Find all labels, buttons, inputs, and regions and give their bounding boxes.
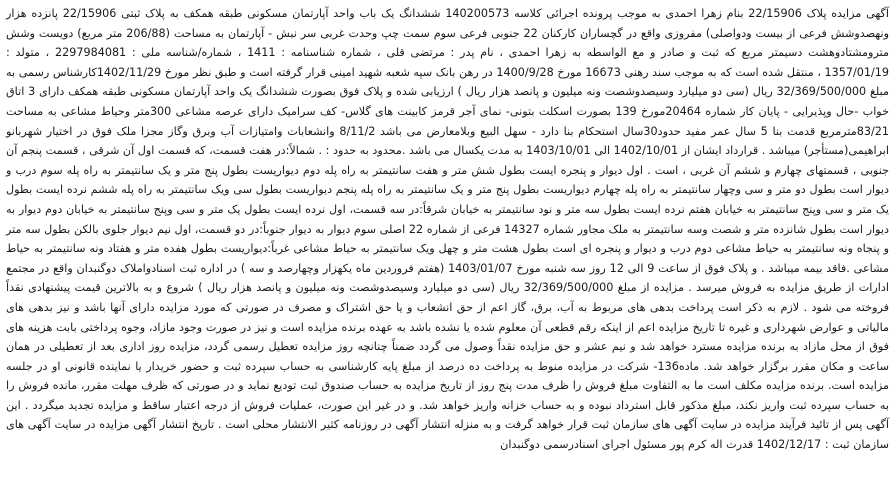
auction-notice-text — [6, 4, 889, 455]
notice-paragraph: آگهی مزایده پلاک 22/15906 بنام زهرا احمدی به موجب پرونده اجرائی کلاسه 140200573 ششدانگ یک باب واحد آپارتمان مسکونی طبقه همکف به پلاک ثبتی 22/15906 پانزده هزار ونهصدوشش فرعی از بیست ودواصلی) مفروزی واقع در گچساران کارکنان 22 جنوبی فرعی سوم سمت چپ وحدت غربی سر نبش - آپارتمان به مساحت (206/88 متر مربع) دویست وشش مترومشتادوهشت دسیمتر مربع که ثبت و صادر و مع الواسطه به زهرا احمدی ، نام پدر : مرتضی قلی ، شماره شناسنامه : 1411 ، شماره/شناسه ملی : 2297984081 ، متولد : 1357/01/19 ، منتقل شده است که به موجب سند رهنی 16673 مورخ 1400/9/28 در رهن بانک سپه شعبه شهید امینی قرار گرفته است و طبق نظر مورخ 1402/11/29کارشناس رسمی به مبلغ 32/369/500/000 ریال (سی دو میلیارد وسیصدوشصت ونه میلیون و پانصد هزار ریال ) ارزیابی شده و پلاک فوق بصورت ششدانگ یک واحد آپارتمان مسکونی طبقه همکف دارای 3 اتاق خواب -حال وپذیرایی - پایان کار شماره 20464مورخ 139 بصورت اسکلت بتونی- نمای آجر قرمز کابینت های گلاس- کف سرامیک دارای عرصه مشاعی 300متر وحیاط مشاعی به مساحت 83/21مترمربع قدمت بنا 5 سال عمر مفید حدود30سال استحکام بنا دارد - سهل البیع وبلامعارض می باشد 8/11/2 وانشعابات وامتیازات آب وبرق وگاز مجزا ملک فوق در اختیار شهربانو ابراهیمی(مستأجر) میباشد . قرارداد ایشان از 1402/10/01 الی 1403/10/01 به مدت یکسال می باشد .محدود به حدود : . شمالاً:در هفت قسمت، که قسمت اول آن شرقی ، قسمت پنجم آن جنوبی ، قسمتهای چهارم و ششم آن غربی ، است . اول دیوار و پنجره ایست بطول شش متر و هفت سانتیمتر به راه پله دوم دیواریست بطول پنج متر و یک سانتیمتر به راه پله سوم درب و دیوار است بطول دو متر و سی وچهار سانتیمتر به راه پله چهارم دیواریست بطول پنج متر و یک سانتیمتر به راه پله پنجم دیواریست بطول سی ویک سانتیمتر به راه پله ششم نرده ایست بطول یک متر و سی وپنج سانتیمتر به خیابان هفتم نرده ایست بطول سه متر و نود سانتیمتر به خیابان شرقاً:در سه قسمت، اول نرده ایست بطول یک متر و سی وپنج سانتیمتر به خیابان دوم دیوار به دیوار است بطول شانزده متر و شصت وسه سانتیمتر به ملک مجاور شماره 14327 فرعی از شماره 22 اصلی سوم دیوار به دیوار جنوباً:در دو قسمت، اول نیم دیوار جلوی بالکن بطول سه متر و پنجاه ونه سانتیمتر به حیاط مشاعی دوم درب و دیوار و پنجره ای است بطول هشت متر و چهل ویک سانتیمتر به حیاط مشاعی غرباً:دیواریست بطول هفده متر و هفتاد ونه سانتیمتر به حیاط مشاعی .فاقد بیمه میباشد . و پلاک فوق از ساعت 9 الی 12 روز سه شنبه مورخ 1403/01/07 (هفتم فروردین ماه یکهزار وچهارصد و سه ) در اداره ثبت اسنادواملاک دوگنبدان واقع در مجتمع ادارات از طریق مزایده به فروش میرسد . مزایده از مبلغ 32/369/500/000 ریال (سی دو میلیارد وسیصدوشصت ونه میلیون و پانصد هزار ریال ) شروع و به بالاترین قیمت پیشنهادی نقداً فروخته می شود . لازم به ذکر است پرداخت بدهی های مربوط به آب، برق، گاز اعم از حق انشعاب و یا حق اشتراک و مصرف در صورتی که مورد مزایده دارای آنها باشد و نیز بدهی های مالیاتی و عوارض شهرداری و غیره تا تاریخ مزایده اعم از اینکه رقم قطعی آن معلوم شده یا نشده باشد به عهده برنده مزایده است و نیز در صورت وجود مازاد، وجوه پرداختی بابت هزینه های فوق از محل مازاد به برنده مزایده مسترد خواهد شد و نیم عشر و حق مزایده نقداً وصول می گردد ضمناً چنانچه روز مزایده تعطیل رسمی گردد، مزایده روز اداری بعد از تعطیلی در همان ساعت و مکان مقرر برگزار خواهد شد. ماده136- شرکت در مزایده منوط به پرداخت ده درصد از مبلغ پایه کارشناسی به حساب سپرده ثبت و حضور خریدار یا نماینده قانونی او در جلسه مزایده است. برنده مزایده مکلف است ما به التفاوت مبلغ فروش را ظرف مدت پنج روز از تاریخ مزایده به حساب صندوق ثبت تودیع نماید و در صورتی که ظرف مهلت مقرر، مانده فروش را به حساب سپرده ثبت واریز نکند، مبلغ مذکور قابل استرداد نبوده و به حساب خزانه واریز خواهد شد. و در غیر این صورت، عملیات فروش از درجه اعتبار ساقط و مزایده تجدید میگردد . این آگهی پس از تائید فرآیند مزایده در سایت آگهی های سازمان ثبت قرار خواهد گرفت و به منزله انتشار آگهی در روزنامه کثیر الانتشار محلی است . تاریخ انتشار آگهی مزایده در سایت آگهی های سازمان ثبت : 1402/12/17 قدرت اله کرم پور مسئول اجرای اسنادرسمی دوگنبدان — [6, 7, 890, 452]
